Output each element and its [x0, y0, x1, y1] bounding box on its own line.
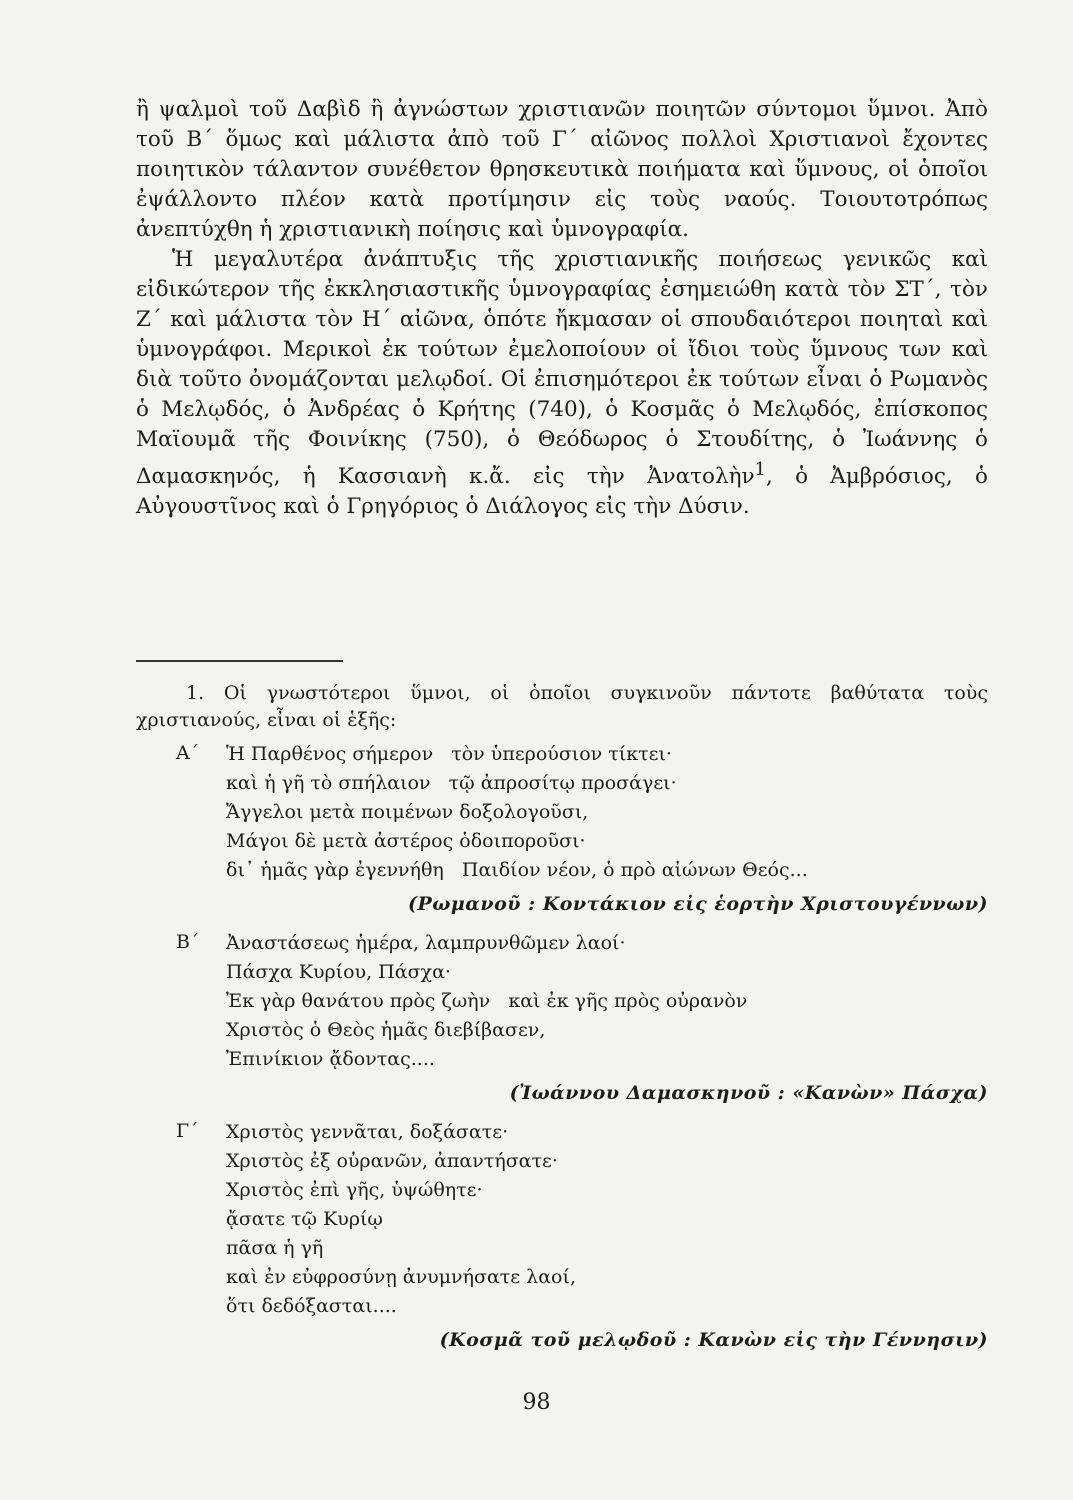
hymn-attribution: (Κοσμᾶ τοῦ μελῳδοῦ : Κανὼν εἰς τὴν Γέννησιν) [439, 1329, 988, 1351]
hymn-lines [226, 740, 988, 885]
paragraph-2 [136, 245, 988, 522]
hymn-line: Ἡ Παρθένος σήμερον τὸν ὑπερούσιον τίκτει· [226, 743, 672, 765]
hymn-line: καὶ ἡ γῆ τὸ σπήλαιον τῷ ἀπροσίτῳ προσάγει· [226, 772, 677, 794]
hymn-line: Χριστὸς ἐπὶ γῆς, ὑψώθητε· [226, 1179, 483, 1201]
hymn-line: Χριστὸς ἐξ οὐρανῶν, ἀπαντήσατε· [226, 1150, 558, 1172]
footnote-reference: 1 [754, 459, 766, 480]
hymn-line: Ἄγγελοι μετὰ ποιμένων δοξολογοῦσι, [226, 801, 589, 823]
hymn-lines [226, 1118, 988, 1321]
paragraph-2-part-a: Ἡ μεγαλυτέρα ἀνάπτυξις τῆς χριστιανικῆς ποιήσεως γενικῶς καὶ εἰδικώτερον τῆς ἐκκλησιαστικῆς ὑμνογραφίας ἐσημειώθη κατὰ τὸν ΣΤ΄, τὸν Ζ΄ καὶ μάλιστα τὸν Η΄ αἰῶνα, ὁπότε ἤκμασαν οἱ σπουδαιότεροι ποιηταὶ καὶ ὑμνογράφοι. Μερικοὶ ἐκ τούτων ἐμελοποίουν οἱ ἴδιοι τοὺς ὕμνους των καὶ διὰ τοῦτο ὀνομάζονται μελῳδοί. Οἱ ἐπισημότεροι ἐκ τούτων εἶναι ὁ Ρωμανὸς ὁ Μελῳδός, ὁ Ἀνδρέας ὁ Κρήτης (740), ὁ Κοσμᾶς ὁ Μελῳδός, ἐπίσκοπος Μαϊουμᾶ τῆς Φοινίκης (750), ὁ Θεόδωρος ὁ Στουδίτης, ὁ Ἰωάννης ὁ Δαμασκηνός, ἡ Κασσιανὴ κ.ἄ. εἰς τὴν Ἀνατολὴν [136, 247, 988, 490]
main-text [136, 95, 988, 522]
hymn-c [136, 1118, 988, 1355]
page-number: 98 [522, 1390, 551, 1415]
paragraph-2-part-b: , ὁ Ἀμβρόσιος, ὁ Αὐγουστῖνος καὶ ὁ Γρηγόριος ὁ Διάλογος εἰς τὴν Δύσιν. [136, 464, 988, 520]
paragraph-1: ἢ ψαλμοὶ τοῦ Δαβὶδ ἢ ἀγνώστων χριστιανῶν ποιητῶν σύντομοι ὕμνοι. Ἀπὸ τοῦ Β΄ ὅμως καὶ μάλιστα ἀπὸ τοῦ Γ΄ αἰῶνος πολλοὶ Χριστιανοὶ ἔχοντες ποιητικὸν τάλαντον συνέθετον θρησκευτικὰ ποιήματα καὶ ὕμνους, οἱ ὁποῖοι ἐψάλλοντο πλέον κατὰ προτίμησιν εἰς τοὺς ναούς. Τοιουτοτρόπως ἀνεπτύχθη ἡ χριστιανικὴ ποίησις καὶ ὑμνογραφία. [136, 97, 988, 242]
hymn-attribution: (Ἰωάννου Δαμασκηνοῦ : «Κανὼν» Πάσχα) [509, 1082, 988, 1104]
hymn-line: ὅτι δεδόξασται.... [226, 1295, 397, 1317]
hymn-a [136, 740, 988, 919]
hymn-line: Χριστὸς ὁ Θεὸς ἡμᾶς διεβίβασεν, [226, 1019, 546, 1041]
hymn-letter: Γ΄ [176, 1120, 199, 1142]
hymn-letter: Β΄ [176, 931, 200, 953]
hymn-letter: Α΄ [176, 742, 200, 764]
hymn-b [136, 929, 988, 1108]
footnote [136, 680, 988, 1365]
hymn-line: δι᾽ ἡμᾶς γὰρ ἐγεννήθη Παιδίον νέον, ὁ πρὸ αἰώνων Θεός... [226, 859, 808, 881]
hymn-line: Ἀναστάσεως ἡμέρα, λαμπρυνθῶμεν λαοί· [226, 932, 626, 954]
hymn-line: Ἐπινίκιον ᾄδοντας.... [226, 1048, 435, 1070]
hymn-line: Ἐκ γὰρ θανάτου πρὸς ζωὴν καὶ ἐκ γῆς πρὸς οὐρανὸν [226, 990, 748, 1012]
footnote-intro: 1. Οἱ γνωστότεροι ὕμνοι, οἱ ὁποῖοι συγκινοῦν πάντοτε βαθύτατα τοὺς χριστιανούς, εἶναι οἱ ἑξῆς: [136, 682, 988, 731]
hymn-line: Χριστὸς γεννᾶται, δοξάσατε· [226, 1121, 509, 1143]
hymn-line: καὶ ἐν εὐφροσύνῃ ἀνυμνήσατε λαοί, [226, 1266, 576, 1288]
hymn-line: Πάσχα Κυρίου, Πάσχα· [226, 961, 451, 983]
hymn-attribution: (Ρωμανοῦ : Κοντάκιον εἰς ἑορτὴν Χριστουγέννων) [408, 893, 988, 915]
hymn-line: πᾶσα ἡ γῆ [226, 1237, 324, 1259]
hymn-lines [226, 929, 988, 1074]
hymn-line: ᾄσατε τῷ Κυρίῳ [226, 1208, 383, 1230]
hymn-line: Μάγοι δὲ μετὰ ἀστέρος ὁδοιποροῦσι· [226, 830, 586, 852]
footnote-divider [136, 660, 343, 662]
